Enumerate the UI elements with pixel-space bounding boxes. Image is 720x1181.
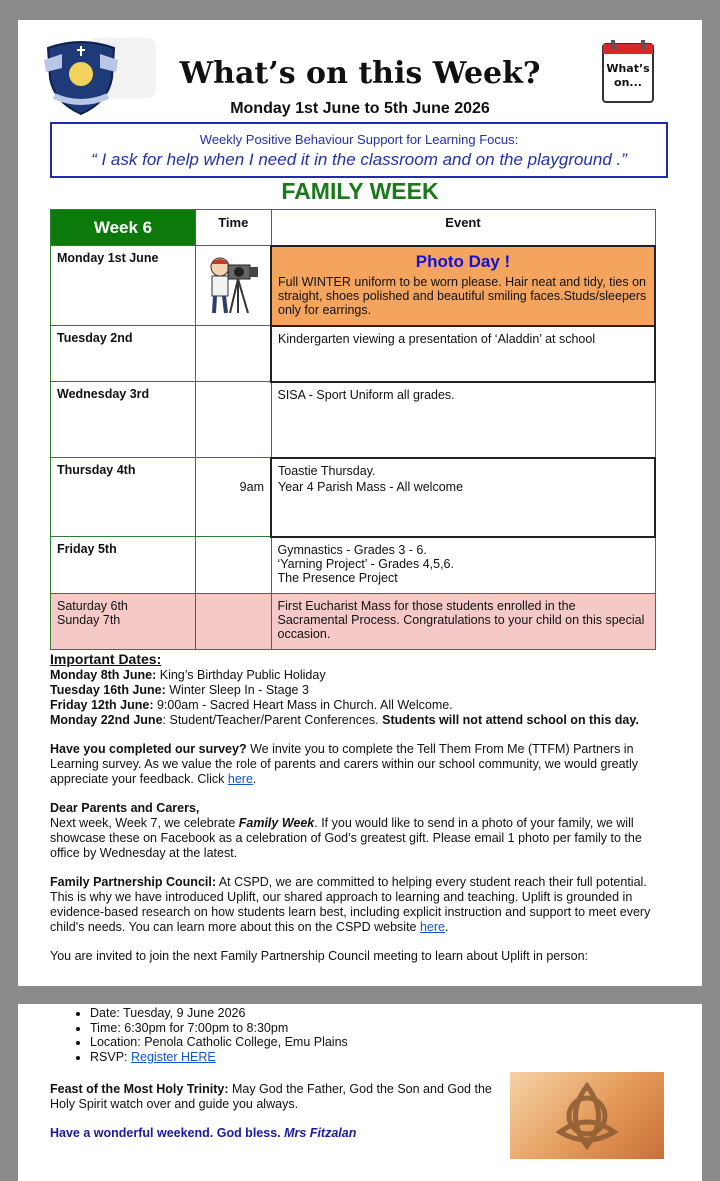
event-column-header: Event <box>271 210 655 246</box>
day-label: Saturday 6th <box>57 599 128 613</box>
council-invite: You are invited to join the next Family Partnership Council meeting to learn about Uplift in person: <box>50 949 589 963</box>
council-text: At CSPD, we are committed to helping every student reach their full potential. This is why we have introduced Uplift, our shared approach to learning and teaching. Uplift is grounded in evidence-based research on how students learn best, including explicit instruction and support to meet every child's needs. You can learn more about this on the CSPD website <box>50 875 651 934</box>
theme-heading: FAMILY WEEK <box>281 178 439 204</box>
meeting-details <box>50 1006 660 1064</box>
event-line: Year 4 Parish Mass - All welcome <box>278 479 464 494</box>
parents-paragraph <box>50 801 660 861</box>
table-row <box>51 594 656 650</box>
council-end: . <box>445 920 449 934</box>
important-date: Monday 22nd June <box>50 713 163 727</box>
day-cell: Wednesday 3rd <box>51 382 196 458</box>
important-dates-heading: Important Dates: <box>50 651 162 667</box>
feast-text: May God the Father, God the Son and God the Holy Spirit watch over and guide you always. <box>50 1082 492 1111</box>
svg-text:What’s: What’s <box>606 62 650 75</box>
focus-heading: Weekly Positive Behaviour Support for Learning Focus: <box>199 132 519 147</box>
important-note: Students will not attend school on this day. <box>382 713 639 727</box>
closing-text: Have a wonderful weekend. God bless. <box>50 1126 285 1140</box>
register-link[interactable]: Register HERE <box>131 1049 216 1064</box>
schedule-table <box>50 209 656 650</box>
parents-text-2: . If you would like to send in a photo of your family, we will showcase these on Facebook as a celebration of God’s greatest gift. Please email 1 photo per family to the office by Wednesday at the latest. <box>50 816 642 860</box>
survey-link[interactable]: here <box>227 772 253 786</box>
focus-quote: “ I ask for help when I need it in the classroom and on the playground .” <box>91 150 627 169</box>
day-label: Sunday 7th <box>57 613 121 627</box>
important-date: Friday 12th June: <box>50 698 154 712</box>
family-week-emphasis: Family Week <box>238 816 315 830</box>
page-title: What’s on this Week? <box>179 56 541 91</box>
event-line: Toastie Thursday. <box>278 463 376 478</box>
event-line: Gymnastics - Grades 3 - 6. <box>277 542 427 557</box>
day-cell: Friday 5th <box>51 537 196 594</box>
time-value: 9am <box>239 480 264 494</box>
event-cell <box>271 537 655 594</box>
list-item: • Location: Penola Catholic College, Emu Plains <box>90 1035 660 1050</box>
council-paragraph <box>50 875 660 935</box>
table-row <box>51 458 656 537</box>
table-row <box>51 382 656 458</box>
survey-paragraph <box>50 742 660 787</box>
table-row <box>51 537 656 594</box>
time-cell <box>196 382 272 458</box>
newsletter-body <box>50 652 660 978</box>
event-cell: Kindergarten viewing a presentation of ‘Aladdin’ at school <box>271 326 655 382</box>
time-cell <box>196 326 272 382</box>
newsletter-page-2 <box>18 1004 702 1181</box>
table-row <box>51 326 656 382</box>
important-text: King’s Birthday Public Holiday <box>156 668 326 682</box>
council-lead: Family Partnership Council: <box>50 875 217 889</box>
survey-text: We invite you to complete the Tell Them From Me (TTFM) Partners in Learning survey. As we value the role of parents and carers within our school community, we would greatly appreciate your feedback. Click <box>50 742 639 786</box>
cspd-website-link[interactable]: here <box>419 920 446 934</box>
feast-paragraph <box>50 1082 500 1112</box>
parents-greeting: Dear Parents and Carers, <box>50 801 200 815</box>
important-date: Monday 8th June: <box>50 668 157 682</box>
day-cell: Tuesday 2nd <box>51 326 196 382</box>
event-line: ‘Yarning Project’ - Grades 4,5,6. <box>277 556 454 571</box>
day-cell: Thursday 4th <box>51 458 196 537</box>
event-cell <box>271 458 655 537</box>
important-date: Tuesday 16th June: <box>50 683 166 697</box>
important-text: Winter Sleep In - Stage 3 <box>165 683 309 697</box>
event-cell: SISA - Sport Uniform all grades. <box>271 382 655 458</box>
trinity-knot-icon <box>510 1072 664 1159</box>
svg-text:on...: on... <box>614 76 642 89</box>
important-dates <box>50 652 660 728</box>
week-dates: Monday 1st June to 5th June 2026 <box>230 100 490 117</box>
day-cell <box>51 594 196 650</box>
photo-day-details: Full WINTER uniform to be worn please. Hair neat and tidy, ties on straight, shoes polished and beautiful smiling faces.Studs/sleepers only for earrings. <box>278 274 647 317</box>
rsvp-label: RSVP: <box>90 1049 131 1064</box>
list-item: • Date: Tuesday, 9 June 2026 <box>90 1006 660 1021</box>
feast-lead: Feast of the Most Holy Trinity: <box>50 1082 229 1096</box>
meeting-list <box>50 1006 660 1064</box>
trinity-image <box>510 1072 664 1159</box>
table-row <box>51 246 656 326</box>
table-header-row <box>51 210 656 246</box>
time-cell <box>196 594 272 650</box>
day-cell: Monday 1st June <box>51 246 196 326</box>
photographer-camera-icon <box>202 251 264 317</box>
newsletter-page-1 <box>18 20 702 986</box>
photo-day-title: Photo Day ! <box>415 251 511 271</box>
list-item <box>90 1050 660 1065</box>
list-item: • Time: 6:30pm for 7:00pm to 8:30pm <box>90 1021 660 1036</box>
survey-end: . <box>252 772 257 786</box>
whats-on-calendar-icon <box>601 38 655 104</box>
event-line: The Presence Project <box>277 570 398 585</box>
important-text: 9:00am - Sacred Heart Mass in Church. All Welcome. <box>153 698 453 712</box>
time-cell <box>196 246 272 326</box>
week-label: Week 6 <box>51 210 196 246</box>
important-text: : Student/Teacher/Parent Conferences. <box>162 713 383 727</box>
time-column-header: Time <box>196 210 272 246</box>
time-cell <box>196 537 272 594</box>
time-cell <box>196 458 272 537</box>
parents-text: Next week, Week 7, we celebrate <box>50 816 239 830</box>
event-cell: First Eucharist Mass for those students enrolled in the Sacramental Process. Congratulations to your child on this special occasion. <box>271 594 655 650</box>
survey-lead: Have you completed our survey? <box>50 742 247 756</box>
closing-line <box>50 1126 500 1141</box>
behaviour-focus-box <box>50 122 668 178</box>
closing-signature: Mrs Fitzalan <box>284 1126 357 1140</box>
event-cell-photo-day <box>271 246 655 326</box>
